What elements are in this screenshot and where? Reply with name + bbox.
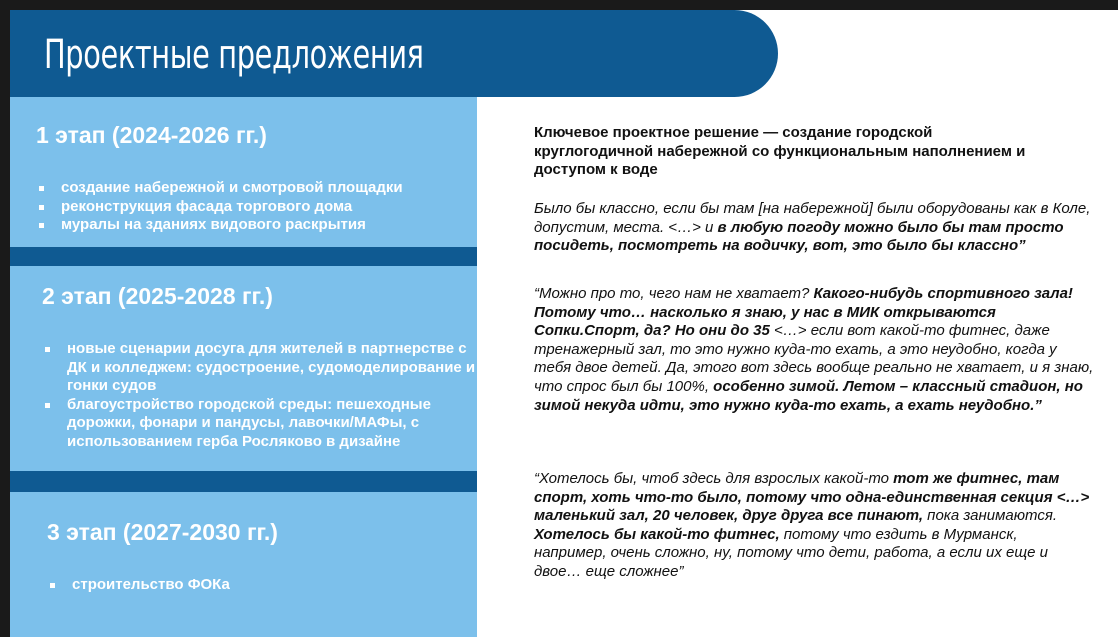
quotes-panel (477, 97, 1118, 637)
stages-panel (10, 97, 477, 637)
list-item: реконструкция фасада торгового дома (36, 198, 403, 217)
quote-segment: Было бы классно, если бы там [на набережной] были оборудованы как в Коле, допустим, места. <…> и (534, 200, 1091, 236)
quote-segment: Хотелось бы какой-то фитнес, (534, 525, 780, 543)
slide (10, 10, 1118, 637)
stage-3-list (47, 576, 230, 595)
title-banner (10, 10, 778, 97)
stage-1-list (36, 179, 403, 235)
stage-2-block (10, 266, 477, 471)
quote-2 (534, 285, 1094, 415)
key-decision-text: Ключевое проектное решение — создание городской круглогодичной набережной со функциональным наполнением и доступом к воде (534, 124, 1026, 178)
quote-3 (534, 470, 1094, 582)
quote-segment: <…> если вот какой-то фитнес, даже тренажерный зал, то это нужно куда-то ехать, а это неудобно, когда у тебя двое детей. Да, этого вот здесь вообще реально не хватает, и я знаю, что спрос был бы 100%, (534, 322, 1094, 395)
stage-3-block (10, 492, 477, 637)
stage-1-block (10, 97, 477, 247)
stage-2-list (42, 340, 477, 451)
quote-segment: потому что ездить в Мурманск, например, очень сложно, ну, потому что дети, работа, а если их еще и двое… еще сложнее” (534, 525, 1048, 580)
list-item: муралы на зданиях видового раскрытия (36, 216, 403, 235)
stage-1-heading: 1 этап (2024-2026 гг.) (36, 122, 267, 148)
quote-1 (534, 200, 1094, 256)
list-item: создание набережной и смотровой площадки (36, 179, 403, 198)
quote-segment: тот же фитнес, там спорт, хоть что-то было, потому что одна-единственная секция <…> маленький зал, 20 человек, друг друга все пинают, (534, 470, 1090, 525)
quote-segment: пока занимаются. (923, 507, 1058, 525)
quote-segment: Какого-нибудь спортивного зала! Потому что… насколько я знаю, у нас в МИК открываются Сопки.Спорт, да? Но они до 35 (534, 285, 1073, 340)
stage-2-heading: 2 этап (2025-2028 гг.) (42, 283, 273, 309)
stage-3-heading: 3 этап (2027-2030 гг.) (47, 519, 278, 545)
quote-segment: особенно зимой. Летом – классный стадион, но зимой некуда идти, это нужно куда-то ехать, а ехать неудобно.” (534, 377, 1083, 414)
quote-segment: “Можно про то, чего нам не хватает? (534, 285, 814, 302)
list-item: строительство ФОКа (47, 576, 230, 595)
list-item: новые сценарии досуга для жителей в партнерстве с ДК и колледжем: судостроение, судомоделирование и гонки судов (42, 340, 477, 396)
quote-segment: “Хотелось бы, чтоб здесь для взрослых какой-то (534, 470, 894, 487)
list-item: благоустройство городской среды: пешеходные дорожки, фонари и пандусы, лавочки/МАФы, с использованием герба Росляково в дизайне (42, 396, 477, 452)
page-title: Проектные предложения (44, 32, 424, 78)
quote-segment: в любую погоду можно было бы там просто посидеть, посмотреть на водичку, вот, это было бы классно” (534, 218, 1064, 255)
